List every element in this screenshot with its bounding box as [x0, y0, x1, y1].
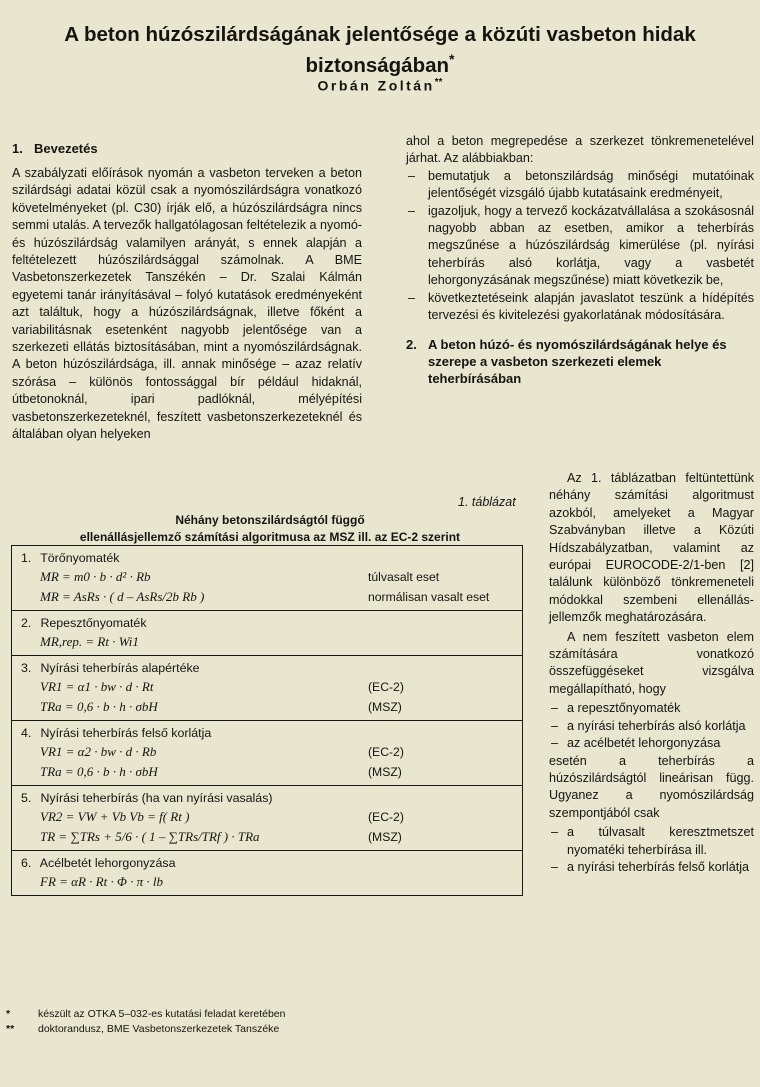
- table-row: [12, 807, 522, 827]
- table-group-6: [12, 850, 522, 895]
- group-number: 1.: [21, 551, 32, 565]
- section-2-bullet-list-b: [549, 824, 754, 876]
- group-title-text: Repesztőnyomaték: [40, 616, 147, 630]
- group-title-text: Nyírási teherbírás alapértéke: [40, 661, 200, 675]
- footnote-text: doktorandusz, BME Vasbetonszerkezetek Tanszéke: [38, 1023, 280, 1035]
- table-group-4: [12, 720, 522, 785]
- group-title-text: Nyírási teherbírás (ha van nyírási vasalás): [40, 791, 273, 805]
- section-1-paragraph: A szabályzati előírások nyomán a vasbeton terveken a beton szilárdsági adatai közül csak a nyomószilárdságra vonatkozó követelményeket (pl. C30) írják elő, a húzószilárdságra nincs semmi utalás. A tervezők hallgatólagosan feltételezik a nyomó- és húzószilárdság valamilyen arányát, s ennek alapján a feltételezett húzószilárdsággal számolnak. A BME Vasbetonszerkezetek Tanszékén – Dr. Szalai Kálmán egyetemi tanár irányításával – folyó kutatások eredményeként azt találtuk, hogy a húzószilárdságnak, illetve főként a variabilitásnak esetenként nagyobb jelentősége van a szerkezeti ellátás biztosításában, mint a nyomószilárdságnak. A beton húzószilárdsága, ill. annak minősége – azaz relatív szórása – különös fontossággal bír például hidaknál, útbetonoknál, ipari padlóknál, mélyépítési vasbetonszerkezeteknél, feszített vasbetonszerkezeteknél és általában olyan helyeken: [12, 166, 363, 442]
- table-caption: [20, 512, 520, 546]
- section-2-number: 2.: [406, 337, 417, 353]
- formula-note: (EC-2): [368, 810, 404, 824]
- list-item: – a nyírási teherbírás alsó korlátja: [549, 718, 754, 735]
- table-row: [12, 632, 522, 652]
- right-column-top: [406, 133, 754, 395]
- formula-note: (EC-2): [368, 680, 404, 694]
- list-item: – a túlvasalt keresztmetszet nyomatéki teherbírása ill.: [549, 824, 754, 859]
- group-title: [12, 549, 522, 567]
- group-title: [12, 659, 522, 677]
- section-2-paragraph-2: A nem feszített vasbeton elem számítására vonatkozó összefüggéseket vizsgálva megállapítható, hogy: [549, 629, 754, 696]
- list-item: – a nyírási teherbírás felső korlátja: [549, 859, 754, 876]
- list-item: – az acélbetét lehorgonyzása: [549, 735, 754, 752]
- group-title: [12, 724, 522, 742]
- right-column-bottom: [549, 470, 754, 876]
- table-group-5: [12, 785, 522, 850]
- section-1-heading: [12, 140, 362, 157]
- list-item: – a repesztőnyomaték: [549, 700, 754, 717]
- table-row: [12, 762, 522, 782]
- footnote: [4, 1007, 524, 1022]
- table-row: [12, 742, 522, 762]
- formula-note: (MSZ): [368, 700, 402, 714]
- footnote-mark: *: [6, 1008, 11, 1020]
- formula: MR = AsRs · ( d – AsRs/2b Rb ): [40, 589, 205, 604]
- title-footnote-mark: *: [449, 51, 455, 67]
- group-number: 4.: [21, 726, 32, 740]
- section-1-continuation: ahol a beton megrepedése a szerkezet tönkremenetelével járhat. Az alábbiakban:: [406, 134, 754, 166]
- section-2-title: A beton húzó- és nyomószilárdságának helye és szerepe a vasbeton szerkezeti elemek teherbírásában: [428, 337, 727, 387]
- group-number: 5.: [21, 791, 32, 805]
- formula-note: (EC-2): [368, 745, 404, 759]
- table-group-3: [12, 655, 522, 720]
- list-item: – igazoljuk, hogy a tervező kockázatvállalása a szokásosnál nagyobb abban az esetben, amikor a teherbírás megszűnése a húzószilárdság kimerülése (pl. nyírási teherbírás alsó korlátja, vagy a vasbetét lehorgonyzásának megszűnése) miatt következik be,: [406, 203, 754, 290]
- formula-note: [368, 632, 522, 652]
- formula: TRa = 0,6 · b · h · σbH: [40, 764, 158, 779]
- formula: VR1 = α2 · bw · d · Rb: [40, 744, 157, 759]
- article-title: [30, 22, 730, 78]
- table-group-2: [12, 610, 522, 655]
- table-caption-line-2: ellenállásjellemző számítási algoritmusa az MSZ ill. az EC-2 szerint: [79, 530, 461, 544]
- table-row: [12, 677, 522, 697]
- footnote-mark: **: [6, 1023, 15, 1035]
- author-name: Orbán Zoltán: [317, 77, 435, 94]
- table-row: [12, 872, 522, 892]
- footnote: [4, 1022, 524, 1037]
- table-row: [12, 827, 522, 847]
- table-number-label: 1. táblázat: [458, 495, 516, 509]
- formula: MR,rep. = Rt · Wi1: [40, 634, 139, 649]
- section-1-bullet-list: [406, 168, 754, 325]
- formula-table: [11, 545, 523, 896]
- section-1-title: Bevezetés: [34, 141, 98, 156]
- table-row: [12, 587, 522, 607]
- group-title-text: Nyírási teherbírás felső korlátja: [40, 726, 212, 740]
- author-line: [0, 77, 760, 94]
- formula-note: (MSZ): [368, 765, 402, 779]
- table-group-1: [12, 546, 522, 610]
- left-column: [12, 140, 362, 444]
- group-title: [12, 854, 522, 872]
- footnote-text: készült az OTKA 5–032-es kutatási feladat keretében: [38, 1008, 286, 1020]
- group-title: [12, 789, 522, 807]
- formula: MR = m0 · b · d² · Rb: [40, 569, 151, 584]
- table-caption-line-1: Néhány betonszilárdságtól függő: [175, 513, 365, 527]
- section-2-bullet-list-a: [549, 700, 754, 752]
- formula: TR = ∑TRs + 5/6 · ( 1 – ∑TRs/TRf ) · TRa: [40, 829, 260, 844]
- formula: TRa = 0,6 · b · h · σbH: [40, 699, 158, 714]
- table-row: [12, 567, 522, 587]
- group-number: 6.: [21, 856, 32, 870]
- formula: VR1 = α1 · bw · d · Rt: [40, 679, 154, 694]
- section-1-number: 1.: [12, 141, 23, 156]
- list-item: – következtetéseink alapján javaslatot teszünk a hídépítés tervezési és kivitelezési gyakorlatának módosítására.: [406, 290, 754, 325]
- table-row: [12, 697, 522, 717]
- footnotes: [4, 1007, 524, 1037]
- formula-note: normálisan vasalt eset: [368, 590, 490, 604]
- formula: FR = αR · Rt · Φ · π · lb: [40, 874, 163, 889]
- section-2-heading: [406, 336, 754, 387]
- section-2-paragraph-3: esetén a teherbírás a húzószilárdságtól lineárisan függ. Ugyanez a nyomószilárdság szempontjából csak: [549, 753, 754, 820]
- article-title-text: A beton húzószilárdságának jelentősége a közúti vasbeton hidak biztonságában: [64, 23, 696, 77]
- list-item: – bemutatjuk a betonszilárdság minőségi mutatóinak jelentőségét vizsgáló újabb kutatásaink eredményeit,: [406, 168, 754, 203]
- section-2-paragraph-1: Az 1. táblázatban feltüntettünk néhány számítási algoritmust azokból, amelyeket a Magyar Szabványban illetve a Közúti Hídszabályzatban, valamint az európai EUROCODE-2/1-ben [2] találunk különböző tönkremeneteli módokkal szembeni ellenállás-jellemzők meghatározására.: [549, 471, 754, 625]
- author-footnote-mark: **: [434, 77, 443, 88]
- formula: VR2 = VW + Vb Vb = f( Rt ): [40, 809, 190, 824]
- formula-note: [368, 872, 522, 892]
- group-title: [12, 614, 522, 632]
- formula-note: (MSZ): [368, 830, 402, 844]
- formula-note: túlvasalt eset: [368, 570, 440, 584]
- group-number: 2.: [21, 616, 32, 630]
- group-title-text: Acélbetét lehorgonyzása: [39, 856, 176, 870]
- group-number: 3.: [21, 661, 32, 675]
- group-title-text: Törőnyomaték: [40, 551, 120, 565]
